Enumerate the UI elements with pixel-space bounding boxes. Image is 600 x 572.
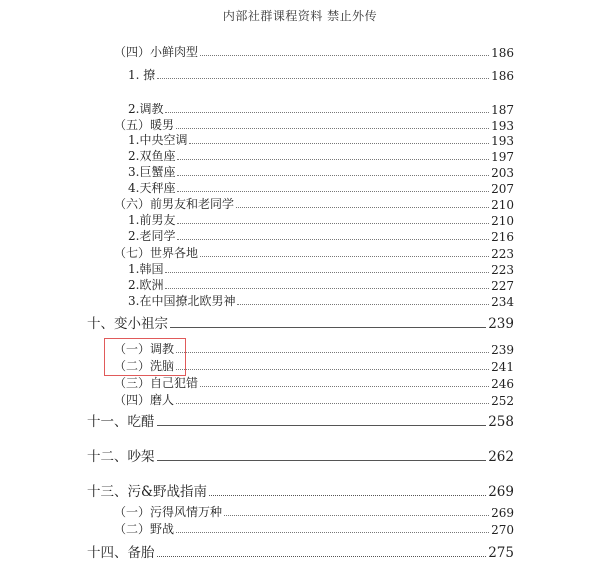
toc-entry-s7[interactable] (114, 245, 514, 261)
toc-page-number: 258 (488, 414, 514, 430)
dot-leader (177, 239, 489, 240)
toc-chapter-14[interactable] (87, 543, 514, 561)
toc-entry-label: 1. 撩 (128, 68, 156, 82)
toc-page-number: 210 (491, 198, 514, 212)
toc-entry-s5-2[interactable] (128, 148, 514, 164)
toc-entry-label: （二）洗脑 (114, 359, 175, 373)
toc-entry-label: 3.在中国撩北欧男神 (128, 294, 236, 308)
toc-page-number: 223 (491, 247, 514, 261)
toc-chapter-13[interactable] (87, 482, 514, 500)
toc-entry-s4-1[interactable] (128, 67, 514, 83)
toc-chapter-11[interactable] (87, 412, 514, 430)
toc-entry-s7-1[interactable] (128, 261, 514, 277)
toc-page-number: 197 (491, 150, 514, 164)
toc-entry-label: （一）调教 (114, 342, 175, 356)
dot-leader (200, 256, 489, 257)
dot-leader (176, 403, 489, 404)
dot-leader (200, 55, 489, 56)
toc-entry-s5-4[interactable] (128, 180, 514, 196)
toc-entry-label: （四）小鲜肉型 (114, 45, 199, 59)
dot-leader (236, 207, 489, 208)
toc-entry-label: （七）世界各地 (114, 246, 199, 260)
toc-entry-label: （三）自己犯错 (114, 376, 199, 390)
toc-chapter-label: 十一、吃醋 (87, 414, 155, 430)
toc-entry-ch10-1[interactable] (114, 341, 514, 357)
toc-entry-label: （四）磨人 (114, 393, 175, 407)
toc-entry-label: （一）污得风情万种 (114, 505, 223, 519)
toc-page-number: 186 (491, 69, 514, 83)
dot-leader (209, 495, 486, 496)
toc-page-number: 223 (491, 263, 514, 277)
dot-leader (165, 112, 489, 113)
dot-leader (237, 304, 489, 305)
toc-entry-label: 2.调教 (128, 102, 164, 116)
dot-leader (157, 556, 487, 557)
dot-leader (157, 78, 489, 79)
toc-page-number: 269 (488, 484, 514, 500)
toc-entry-ch13-2[interactable] (114, 521, 514, 537)
toc-page-number: 252 (491, 394, 514, 408)
toc-entry-label: （五）暖男 (114, 118, 175, 132)
toc-page-number: 270 (491, 523, 514, 537)
dot-leader (177, 223, 489, 224)
toc-entry-ch10-2[interactable] (114, 358, 514, 374)
toc-chapter-12[interactable] (87, 447, 514, 465)
toc-page-number: 275 (488, 545, 514, 561)
toc-entry-s6[interactable] (114, 196, 514, 212)
dot-leader (165, 288, 489, 289)
toc-page-number: 207 (491, 182, 514, 196)
toc-page-number: 239 (491, 343, 514, 357)
dot-leader (224, 515, 489, 516)
page-header: 内部社群课程资料 禁止外传 (222, 9, 378, 23)
toc-entry-label: 2.欧洲 (128, 278, 164, 292)
toc-chapter-label: 十二、吵架 (87, 449, 155, 465)
toc-page-number: 210 (491, 214, 514, 228)
toc-entry-label: 3.巨蟹座 (128, 165, 176, 179)
toc-entry-ch10-4[interactable] (114, 392, 514, 408)
toc-chapter-10[interactable] (87, 314, 514, 332)
toc-entry-s7-3[interactable] (128, 293, 514, 309)
toc-entry-label: 4.天秤座 (128, 181, 176, 195)
dot-leader (200, 386, 489, 387)
toc-entry-s6-1[interactable] (128, 212, 514, 228)
solid-leader (170, 327, 486, 328)
toc-entry-label: 1.韩国 (128, 262, 164, 276)
toc-page-number: 269 (491, 506, 514, 520)
dot-leader (176, 369, 489, 370)
toc-entry-ch10-3[interactable] (114, 375, 514, 391)
solid-leader (157, 460, 487, 461)
toc-entry-label: （二）野战 (114, 522, 175, 536)
toc-page-number: 262 (488, 449, 514, 465)
toc-page-number: 234 (491, 295, 514, 309)
toc-chapter-label: 十三、污&野战指南 (87, 484, 208, 500)
dot-leader (177, 175, 489, 176)
toc-page-number: 186 (491, 46, 514, 60)
toc-page-number: 216 (491, 230, 514, 244)
toc-entry-label: 2.双鱼座 (128, 149, 176, 163)
toc-entry-s7-2[interactable] (128, 277, 514, 293)
toc-page-number: 203 (491, 166, 514, 180)
toc-entry-s5-1[interactable] (128, 132, 514, 148)
toc-page-number: 246 (491, 377, 514, 391)
toc-entry-label: （六）前男友和老同学 (114, 197, 235, 211)
dot-leader (176, 352, 489, 353)
dot-leader (176, 532, 489, 533)
dot-leader (177, 159, 489, 160)
toc-chapter-label: 十四、备胎 (87, 545, 155, 561)
toc-page-number: 193 (491, 119, 514, 133)
toc-entry-label: 2.老同学 (128, 229, 176, 243)
dot-leader (189, 143, 489, 144)
toc-entry-label: 1.前男友 (128, 213, 176, 227)
toc-entry-s6-2[interactable] (128, 228, 514, 244)
toc-page-number: 187 (491, 103, 514, 117)
toc-entry-s4[interactable] (114, 44, 514, 60)
toc-page-number: 239 (488, 316, 514, 332)
toc-chapter-label: 十、变小祖宗 (87, 316, 168, 332)
dot-leader (177, 191, 489, 192)
toc-entry-label: 1.中央空调 (128, 133, 188, 147)
toc-entry-ch13-1[interactable] (114, 504, 514, 520)
toc-page-number: 193 (491, 134, 514, 148)
toc-entry-s5-3[interactable] (128, 164, 514, 180)
dot-leader (176, 128, 489, 129)
toc-entry-s4-2[interactable] (128, 101, 514, 117)
dot-leader (165, 272, 489, 273)
toc-page-number: 227 (491, 279, 514, 293)
toc-page-number: 241 (491, 360, 514, 374)
solid-leader (157, 425, 487, 426)
